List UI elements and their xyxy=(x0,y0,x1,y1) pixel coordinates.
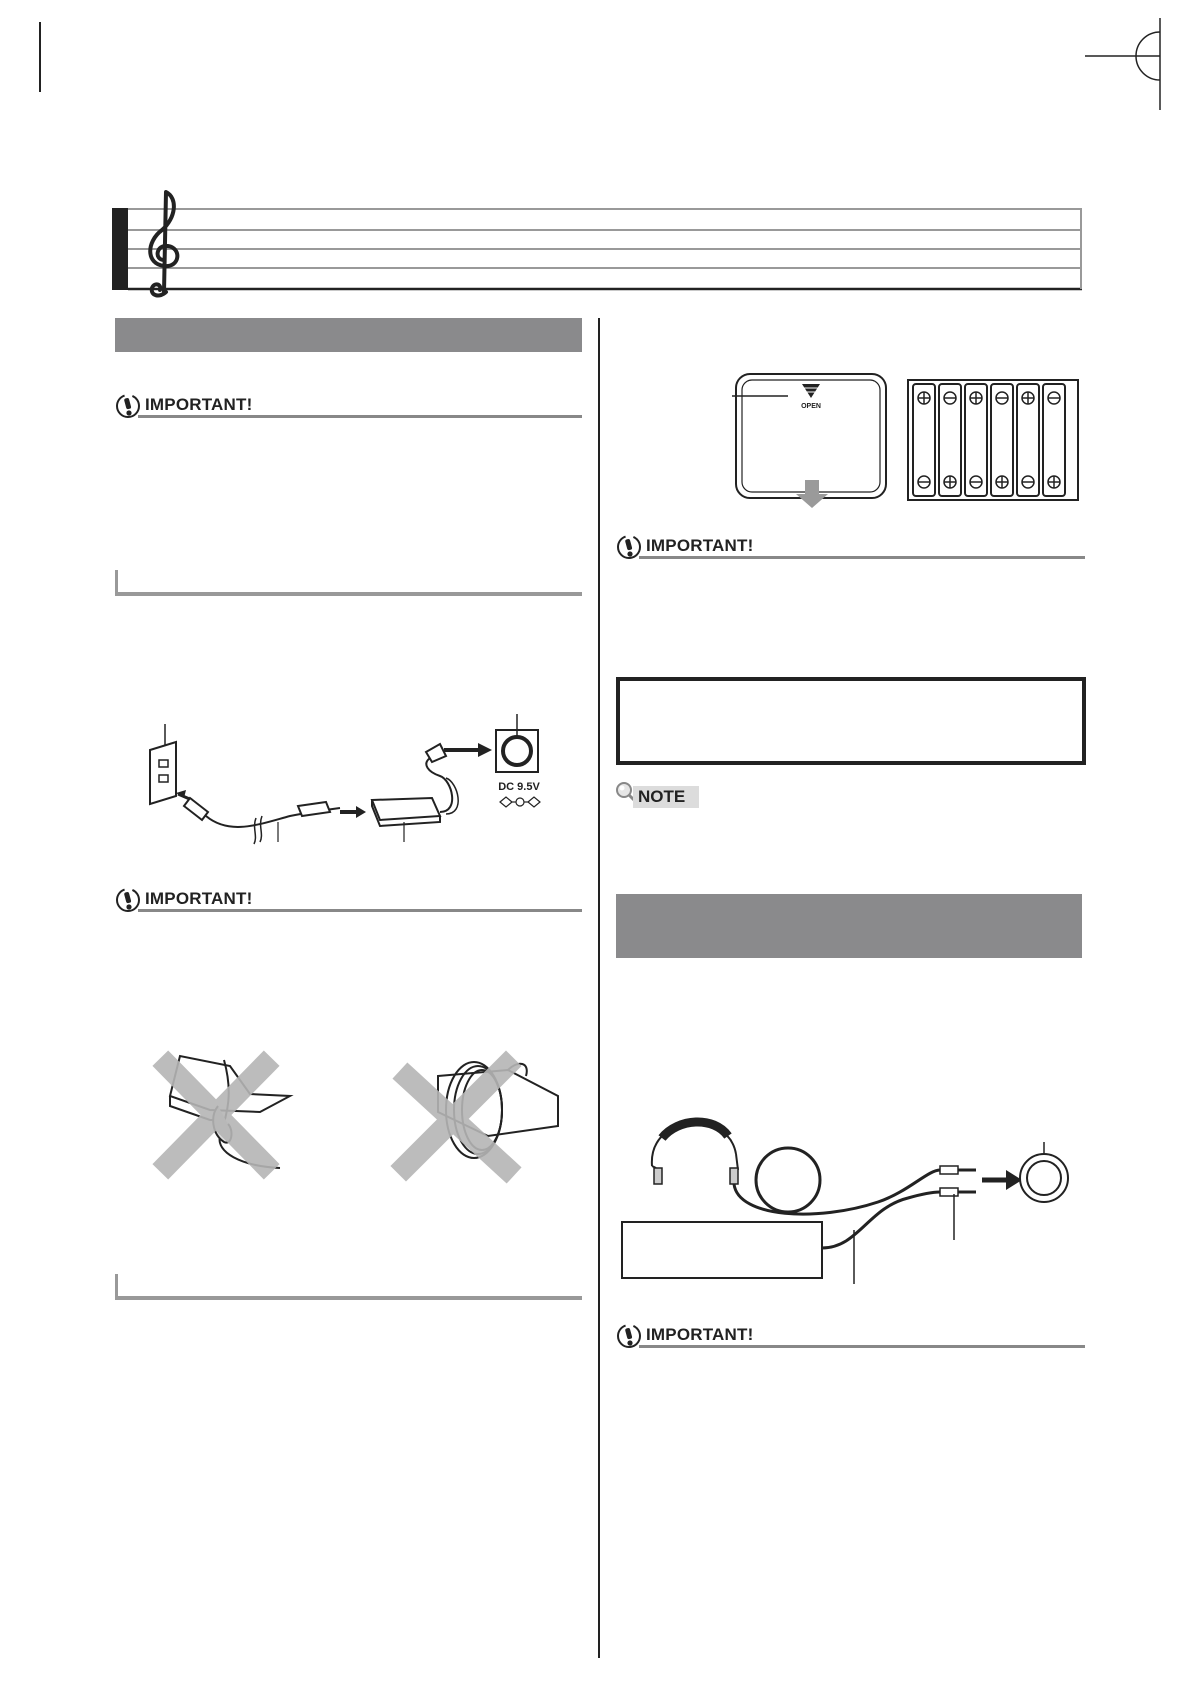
important-label: IMPORTANT! xyxy=(145,889,253,908)
important-rule xyxy=(639,1345,1085,1348)
important-label: IMPORTANT! xyxy=(646,1325,754,1344)
important-label: IMPORTANT! xyxy=(646,536,754,555)
dc-voltage-label: DC 9.5V xyxy=(498,781,540,793)
important-rule xyxy=(138,415,582,418)
cord-wrapped-wrong-illustration xyxy=(398,1056,568,1176)
warning-box xyxy=(616,677,1086,765)
open-label: OPEN xyxy=(801,403,821,410)
treble-clef-icon xyxy=(140,188,190,304)
crop-marks xyxy=(0,0,1190,160)
important-label: IMPORTANT! xyxy=(145,395,253,414)
battery-compartment-diagram xyxy=(728,370,1088,516)
note-label: NOTE xyxy=(638,787,686,806)
subsection-rule xyxy=(115,568,585,598)
cord-bent-wrong-illustration xyxy=(160,1056,310,1176)
headphones-connection-diagram xyxy=(618,1098,1088,1288)
ac-adaptor-diagram xyxy=(140,720,560,850)
important-rule xyxy=(639,556,1085,559)
header-staff xyxy=(112,186,1087,296)
section-band-left-top xyxy=(115,318,582,352)
subsection-rule xyxy=(115,1272,585,1302)
section-band-right xyxy=(616,894,1082,958)
column-divider xyxy=(598,318,600,1658)
important-rule xyxy=(138,909,582,912)
